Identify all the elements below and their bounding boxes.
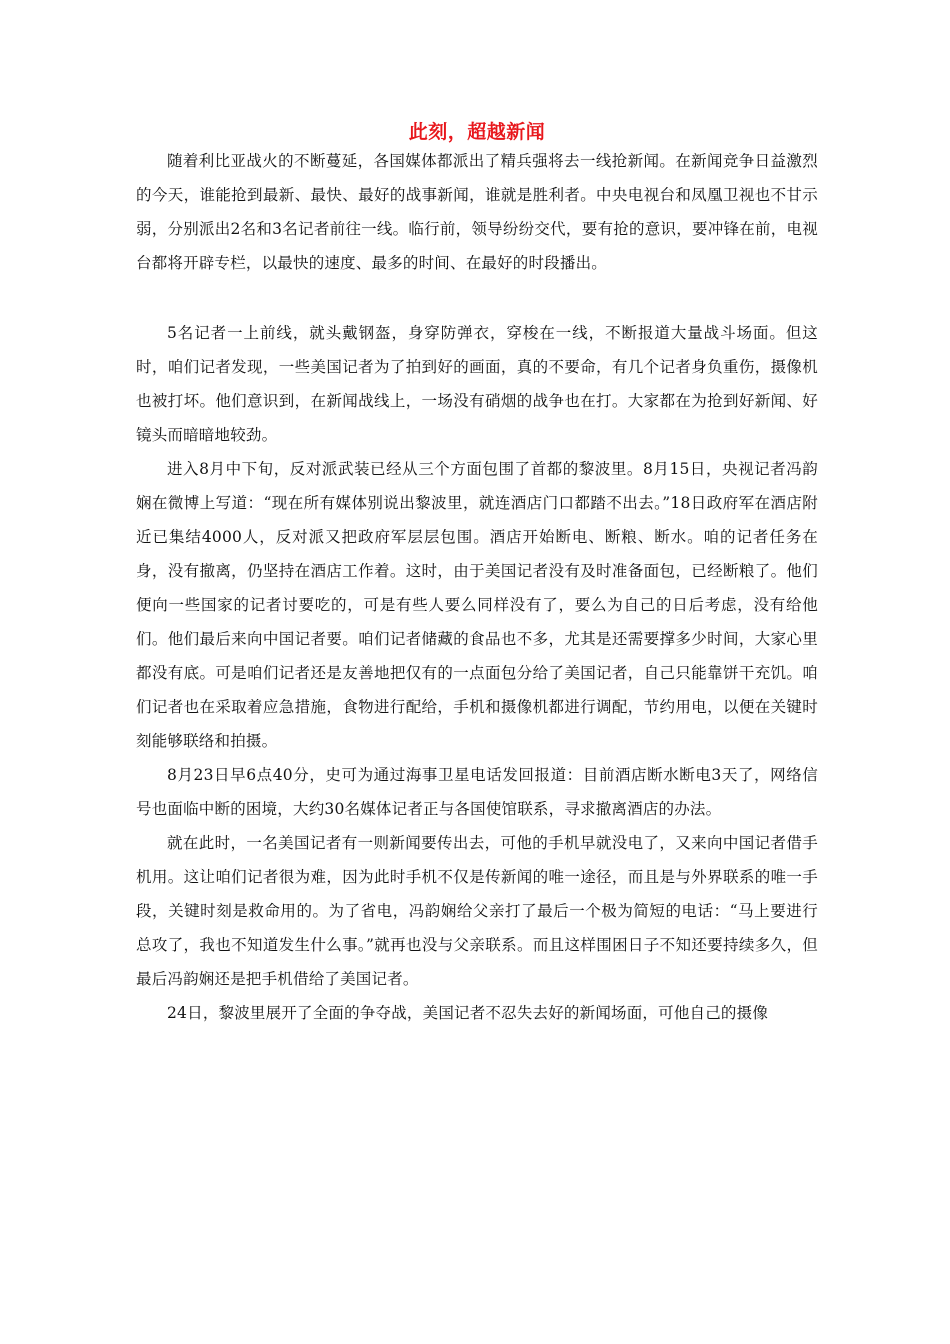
page-title: 此刻，超越新闻 — [408, 121, 546, 143]
paragraph-5: 就在此时，一名美国记者有一则新闻要传出去，可他的手机早就没电了，又来向中国记者借手机用。这让咱们记者很为难，因为此时手机不仅是传新闻的唯一途径，而且是与外界联系的唯一手段，关键时刻是救命用的。为了省电，冯韵娴给父亲打了最后一个极为简短的电话：“马上要进行总攻了，我也不知道发生什么事。”就再也没与父亲联系。而且这样围困日子不知还要持续多久，但最后冯韵娴还是把手机借给了美国记者。 — [136, 834, 818, 988]
document-page — [136, 118, 818, 1030]
paragraph-2: 5名记者一上前线，就头戴钢盔，身穿防弹衣，穿梭在一线，不断报道大量战斗场面。但这时，咱们记者发现，一些美国记者为了拍到好的画面，真的不要命，有几个记者身负重伤，摄像机也被打坏。他们意识到，在新闻战线上，一场没有硝烟的战争也在打。大家都在为抢到好新闻、好镜头而暗暗地较劲。 — [136, 324, 818, 444]
paragraph-4: 8月23日早6点40分，史可为通过海事卫星电话发回报道：目前酒店断水断电3天了，网络信号也面临中断的困境，大约30名媒体记者正与各国使馆联系，寻求撤离酒店的办法。 — [136, 766, 818, 818]
paragraph-6: 24日，黎波里展开了全面的争夺战，美国记者不忍失去好的新闻场面，可他自己的摄像 — [167, 1004, 769, 1022]
paragraph-1: 随着利比亚战火的不断蔓延，各国媒体都派出了精兵强将去一线抢新闻。在新闻竞争日益激烈的今天，谁能抢到最新、最快、最好的战事新闻，谁就是胜利者。中央电视台和凤凰卫视也不甘示弱，分别派出2名和3名记者前往一线。临行前，领导纷纷交代，要有抢的意识，要冲锋在前，电视台都将开辟专栏，以最快的速度、最多的时间、在最好的时段播出。 — [136, 152, 818, 272]
paragraph-gap — [136, 280, 818, 316]
paragraph-3: 进入8月中下旬，反对派武装已经从三个方面包围了首都的黎波里。8月15日，央视记者冯韵娴在微博上写道：“现在所有媒体别说出黎波里，就连酒店门口都踏不出去。”18日政府军在酒店附近已集结4000人，反对派又把政府军层层包围。酒店开始断电、断粮、断水。咱的记者任务在身，没有撤离，仍坚持在酒店工作着。这时，由于美国记者没有及时准备面包，已经断粮了。他们便向一些国家的记者讨要吃的，可是有些人要么同样没有了，要么为自己的日后考虑，没有给他们。他们最后来向中国记者要。咱们记者储藏的食品也不多，尤其是还需要撑多少时间，大家心里都没有底。可是咱们记者还是友善地把仅有的一点面包分给了美国记者，自己只能靠饼干充饥。咱们记者也在采取着应急措施，食物进行配给，手机和摄像机都进行调配，节约用电，以便在关键时刻能够联络和拍摄。 — [136, 460, 818, 750]
